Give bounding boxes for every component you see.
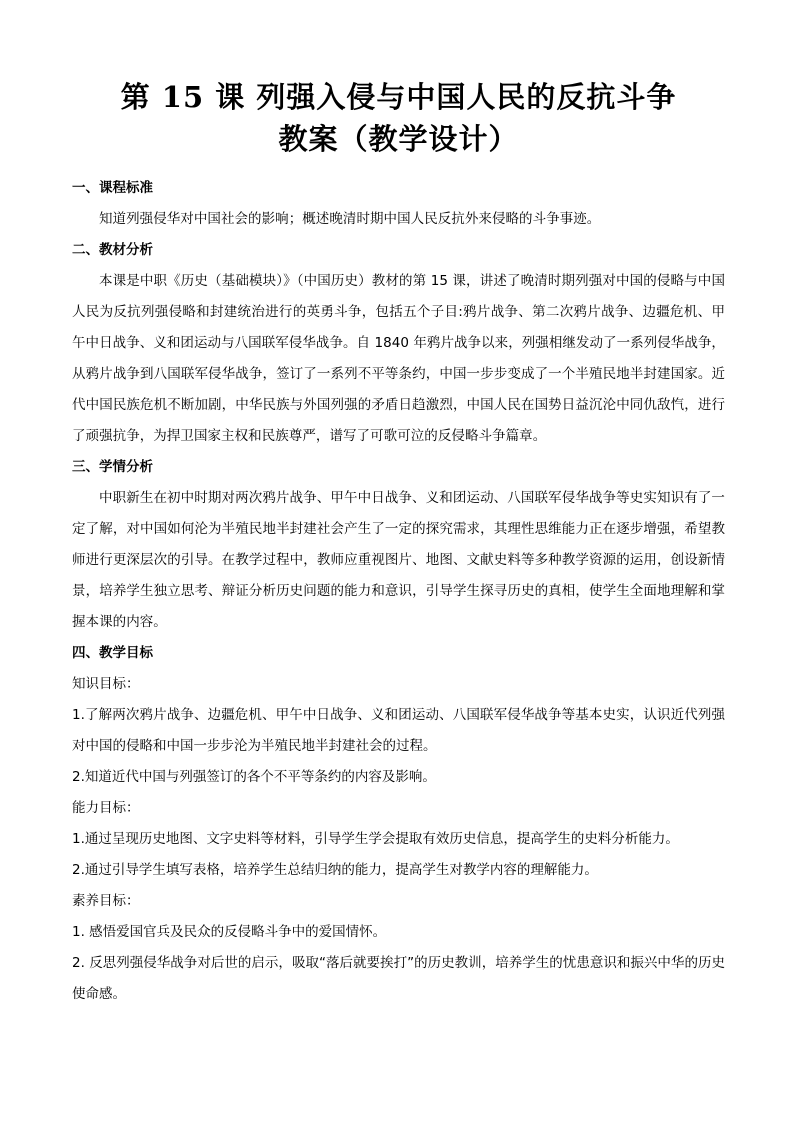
ability-objective-item: 2.通过引导学生填写表格，培养学生总结归纳的能力，提高学生对教学内容的理解能力。	[72, 862, 598, 878]
section-text-textbook-analysis: 本课是中职《历史（基础模块）》（中国历史）教材的第 15 课，讲述了晚清时期列强对中国的侵略与中国人民为反抗列强侵略和封建统治进行的英勇斗争，包括五个子目:鸦片战争、第二次鸦片战争、边疆危机、甲午中日战争、义和团运动与八国联军侵华战争。自 1840 年鸦片战争以来，列强相继发动了一系列侵华战争，从鸦片战争到八国联军侵华战争，签订了一系列不平等条约，中国一步步变成了一个半殖民地半封建国家。近代中国民族危机不断加剧，中华民族与外国列强的矛盾日趋激烈，中国人民在国势日益沉沦中同仇敌忾，进行了顽强抗争，为捍卫国家主权和民族尊严，谱写了可歌可泣的反侵略斗争篇章。	[72, 273, 725, 444]
knowledge-objectives-label: 知识目标：	[72, 676, 140, 692]
ability-objectives-label: 能力目标：	[72, 800, 140, 816]
knowledge-objective-item: 2.知道近代中国与列强签订的各个不平等条约的内容及影响。	[72, 769, 436, 785]
section-heading-textbook-analysis: 二、教材分析	[72, 242, 153, 258]
section-text-learner-analysis: 中职新生在初中时期对两次鸦片战争、甲午中日战争、义和团运动、八国联军侵华战争等史实知识有了一定了解，对中国如何沦为半殖民地半封建社会产生了一定的探究需求，其理性思维能力正在逐步增强，希望教师进行更深层次的引导。在教学过程中，教师应重视图片、地图、文献史料等多种教学资源的运用，创设新情景，培养学生独立思考、辩证分析历史问题的能力和意识，引导学生探寻历史的真相，使学生全面地理解和掌握本课的内容。	[72, 490, 725, 630]
document-page	[72, 76, 725, 1010]
section-heading-learner-analysis: 三、学情分析	[72, 459, 153, 475]
document-title: 第 15 课 列强入侵与中国人民的反抗斗争	[120, 80, 677, 114]
literacy-objective-item: 1. 感悟爱国官兵及民众的反侵略斗争中的爱国情怀。	[72, 924, 387, 940]
literacy-objectives-label: 素养目标：	[72, 893, 140, 909]
section-text-curriculum-standard: 知道列强侵华对中国社会的影响；概述晚清时期中国人民反抗外来侵略的斗争事迹。	[99, 211, 601, 227]
knowledge-objective-item: 1.了解两次鸦片战争、边疆危机、甲午中日战争、义和团运动、八国联军侵华战争等基本史实，认识近代列强对中国的侵略和中国一步步沦为半殖民地半封建社会的过程。	[72, 707, 725, 754]
literacy-objective-item: 2. 反思列强侵华战争对后世的启示，吸取“落后就要挨打”的历史教训，培养学生的忧患意识和振兴中华的历史使命感。	[72, 955, 725, 1002]
section-heading-teaching-objectives: 四、教学目标	[72, 645, 153, 661]
ability-objective-item: 1.通过呈现历史地图、文字史料等材料，引导学生学会提取有效历史信息，提高学生的史料分析能力。	[72, 831, 679, 847]
section-heading-curriculum-standard: 一、课程标准	[72, 180, 153, 196]
document-subtitle: 教案（教学设计）	[278, 122, 519, 156]
